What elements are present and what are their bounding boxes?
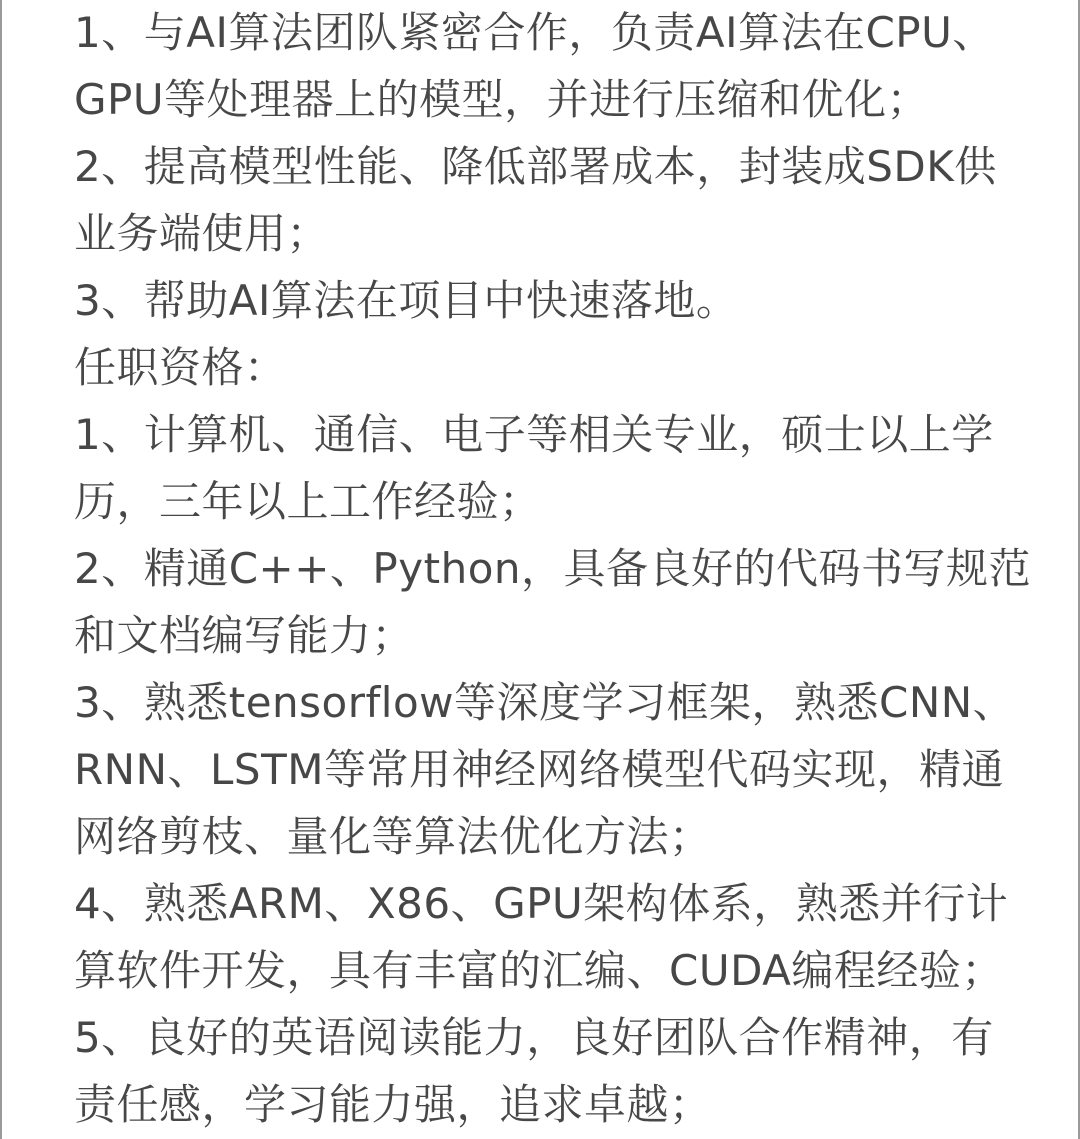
text-line: 3、熟悉tensorflow等深度学习框架，熟悉CNN、 xyxy=(74,678,1016,727)
text-line: GPU等处理器上的模型，并进行压缩和优化； xyxy=(74,75,930,124)
text-line: 历，三年以上工作经验； xyxy=(74,477,542,526)
text-line: 网络剪枝、量化等算法优化方法； xyxy=(74,812,712,861)
text-line: 4、熟悉ARM、X86、GPU架构体系，熟悉并行计 xyxy=(74,879,1009,928)
job-requirements-text xyxy=(74,0,1032,1138)
text-line: RNN、LSTM等常用神经网络模型代码实现，精通 xyxy=(74,745,1004,794)
text-line: 1、计算机、通信、电子等相关专业，硕士以上学 xyxy=(74,410,994,459)
text-line: 业务端使用； xyxy=(74,209,330,258)
text-line: 和文档编写能力； xyxy=(74,611,415,660)
text-line: 5、良好的英语阅读能力，良好团队合作精神，有 xyxy=(74,1013,994,1062)
text-line: 3、帮助AI算法在项目中快速落地。 xyxy=(74,276,739,325)
text-line: 责任感，学习能力强，追求卓越； xyxy=(74,1080,712,1129)
text-line: 2、提高模型性能、降低部署成本，封装成SDK供 xyxy=(74,142,997,191)
left-frame-border xyxy=(0,0,2,1139)
text-line: 算软件开发，具有丰富的汇编、CUDA编程经验； xyxy=(74,946,1004,995)
section-heading: 任职资格： xyxy=(74,343,287,392)
text-line: 2、精通C++、Python，具备良好的代码书写规范 xyxy=(74,544,1032,593)
text-line: 1、与AI算法团队紧密合作，负责AI算法在CPU、 xyxy=(74,8,995,57)
